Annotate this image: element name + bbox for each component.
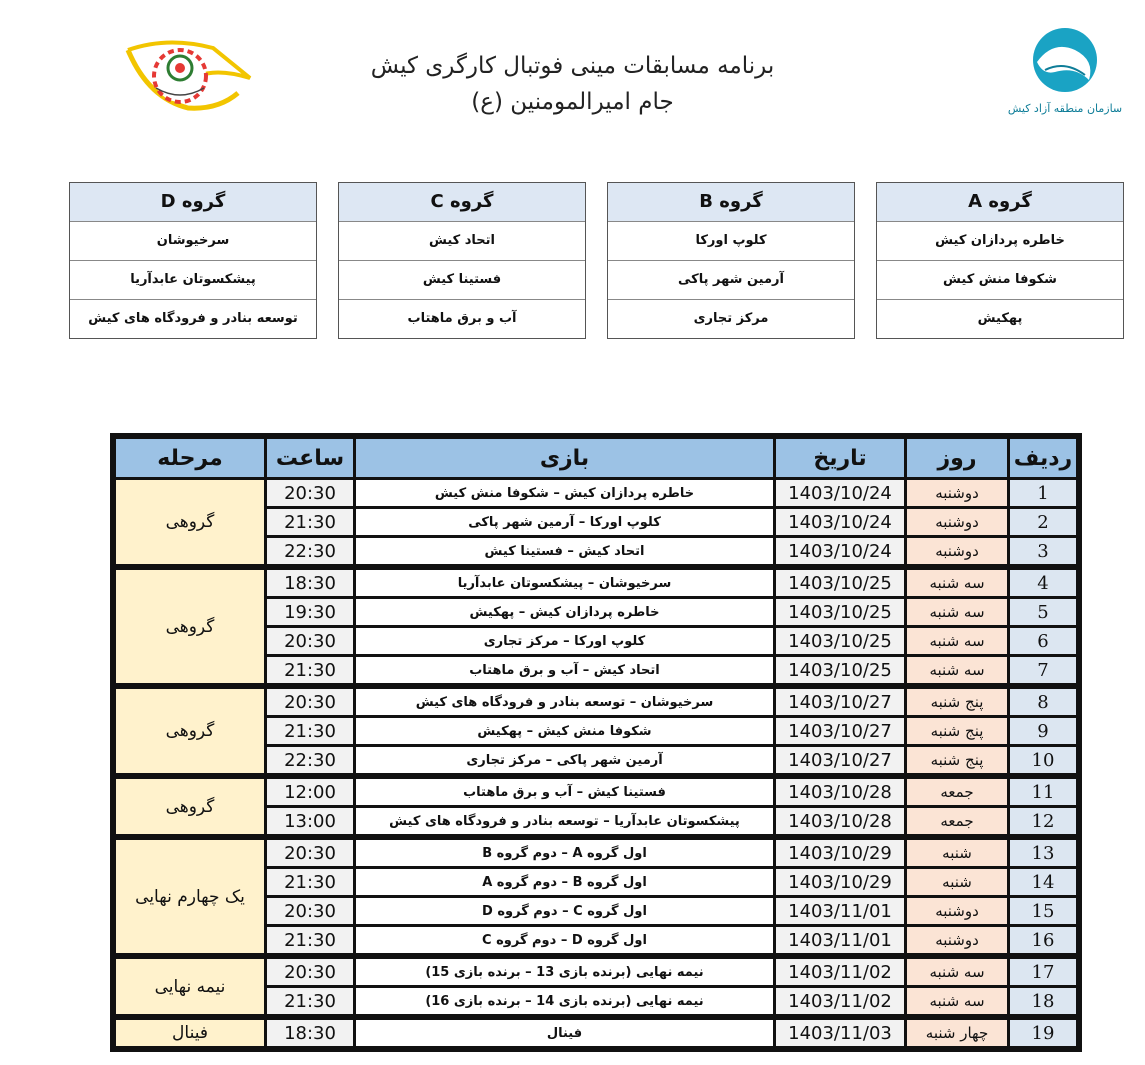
header-num: ردیف	[1010, 439, 1076, 477]
group-d-team-3: توسعه بنادر و فرودگاه های کیش	[88, 311, 298, 326]
schedule-table	[110, 433, 1082, 1052]
table-row	[116, 689, 1076, 715]
row-date: 1403/10/24	[776, 480, 904, 506]
group-d-team-2: پیشکسوتان عابدآریا	[70, 261, 316, 300]
stage-cell: گروهی	[116, 689, 264, 773]
row-date: 1403/11/02	[776, 988, 904, 1014]
row-day: پنج شنبه	[907, 689, 1007, 715]
row-time: 21:30	[267, 869, 353, 895]
row-time: 21:30	[267, 927, 353, 953]
row-num: 9	[1010, 718, 1076, 744]
row-time: 21:30	[267, 718, 353, 744]
row-date: 1403/11/02	[776, 959, 904, 985]
row-num: 7	[1010, 657, 1076, 683]
header-time: ساعت	[267, 439, 353, 477]
row-day: پنج شنبه	[907, 747, 1007, 773]
labour-football-logo	[118, 38, 253, 118]
row-num: 6	[1010, 628, 1076, 654]
row-game: اول گروه A – دوم گروه B	[356, 840, 773, 866]
row-day: سه شنبه	[907, 599, 1007, 625]
row-num: 5	[1010, 599, 1076, 625]
row-time: 21:30	[267, 657, 353, 683]
table-row	[116, 570, 1076, 596]
row-day: دوشنبه	[907, 509, 1007, 535]
title-line-1: برنامه مسابقات مینی فوتبال کارگری کیش	[370, 53, 775, 79]
row-num: 10	[1010, 747, 1076, 773]
row-num: 18	[1010, 988, 1076, 1014]
kish-free-zone-logo	[1007, 20, 1123, 120]
stage-cell: فینال	[116, 1020, 264, 1046]
row-num: 12	[1010, 808, 1076, 834]
row-day: سه شنبه	[907, 959, 1007, 985]
row-num: 4	[1010, 570, 1076, 596]
row-time: 22:30	[267, 747, 353, 773]
row-game: نیمه نهایی (برنده بازی 13 – برنده بازی 15)	[356, 959, 773, 985]
row-time: 20:30	[267, 480, 353, 506]
row-game: نیمه نهایی (برنده بازی 14 – برنده بازی 16)	[356, 988, 773, 1014]
group-c-box	[338, 182, 586, 339]
row-date: 1403/10/25	[776, 628, 904, 654]
table-row	[116, 1020, 1076, 1046]
row-date: 1403/10/28	[776, 779, 904, 805]
row-day: جمعه	[907, 808, 1007, 834]
row-game: اول گروه D – دوم گروه C	[356, 927, 773, 953]
row-date: 1403/10/28	[776, 808, 904, 834]
group-d-title: گروه D	[70, 183, 316, 222]
row-game: سرخیوشان – پیشکسوتان عابدآریا	[356, 570, 773, 596]
title-line-2: جام امیرالمومنین (ع)	[471, 89, 674, 115]
row-game: آرمین شهر پاکی – مرکز تجاری	[356, 747, 773, 773]
row-num: 3	[1010, 538, 1076, 564]
group-b-team-1: کلوپ اورکا	[608, 222, 854, 261]
row-day: سه شنبه	[907, 988, 1007, 1014]
row-time: 20:30	[267, 840, 353, 866]
row-day: سه شنبه	[907, 628, 1007, 654]
row-date: 1403/11/01	[776, 898, 904, 924]
row-day: دوشنبه	[907, 927, 1007, 953]
group-d-box	[69, 182, 317, 339]
row-time: 13:00	[267, 808, 353, 834]
table-row	[116, 959, 1076, 985]
row-num: 17	[1010, 959, 1076, 985]
row-game: اول گروه C – دوم گروه D	[356, 898, 773, 924]
row-num: 19	[1010, 1020, 1076, 1046]
row-game: کلوپ اورکا – مرکز تجاری	[356, 628, 773, 654]
group-a-team-1: خاطره پردازان کیش	[877, 222, 1123, 261]
row-time: 21:30	[267, 509, 353, 535]
row-num: 15	[1010, 898, 1076, 924]
table-row	[116, 480, 1076, 506]
group-a-box	[876, 182, 1124, 339]
row-time: 20:30	[267, 628, 353, 654]
row-day: دوشنبه	[907, 538, 1007, 564]
row-date: 1403/10/24	[776, 509, 904, 535]
row-time: 18:30	[267, 1020, 353, 1046]
row-time: 18:30	[267, 570, 353, 596]
row-date: 1403/10/25	[776, 657, 904, 683]
row-day: چهار شنبه	[907, 1020, 1007, 1046]
row-num: 13	[1010, 840, 1076, 866]
stage-cell: گروهی	[116, 480, 264, 564]
stage-cell: گروهی	[116, 570, 264, 683]
group-b-title: گروه B	[608, 183, 854, 222]
header-stage: مرحله	[116, 439, 264, 477]
row-time: 20:30	[267, 959, 353, 985]
group-b-team-3: مرکز تجاری	[693, 311, 769, 326]
row-num: 16	[1010, 927, 1076, 953]
header-game: بازی	[356, 439, 773, 477]
group-c-team-2: فستینا کیش	[339, 261, 585, 300]
group-b-box	[607, 182, 855, 339]
row-day: شنبه	[907, 869, 1007, 895]
row-num: 14	[1010, 869, 1076, 895]
row-game: اتحاد کیش – فستینا کیش	[356, 538, 773, 564]
row-game: اتحاد کیش – آب و برق ماهتاب	[356, 657, 773, 683]
header-date: تاریخ	[776, 439, 904, 477]
row-game: سرخیوشان – توسعه بنادر و فرودگاه های کیش	[356, 689, 773, 715]
row-time: 20:30	[267, 898, 353, 924]
row-day: شنبه	[907, 840, 1007, 866]
row-num: 1	[1010, 480, 1076, 506]
group-b-team-2: آرمین شهر پاکی	[608, 261, 854, 300]
row-num: 2	[1010, 509, 1076, 535]
group-c-team-1: اتحاد کیش	[339, 222, 585, 261]
row-num: 8	[1010, 689, 1076, 715]
row-time: 22:30	[267, 538, 353, 564]
row-time: 20:30	[267, 689, 353, 715]
row-game: پیشکسوتان عابدآریا – توسعه بنادر و فرودگاه های کیش	[356, 808, 773, 834]
row-day: سه شنبه	[907, 657, 1007, 683]
stage-cell: گروهی	[116, 779, 264, 834]
row-game: فستینا کیش – آب و برق ماهتاب	[356, 779, 773, 805]
row-game: فینال	[356, 1020, 773, 1046]
row-date: 1403/11/01	[776, 927, 904, 953]
row-day: دوشنبه	[907, 898, 1007, 924]
row-day: دوشنبه	[907, 480, 1007, 506]
row-game: خاطره پردازان کیش – شکوفا منش کیش	[356, 480, 773, 506]
header-day: روز	[907, 439, 1007, 477]
row-time: 12:00	[267, 779, 353, 805]
row-date: 1403/10/25	[776, 570, 904, 596]
logo-caption: سازمان منطقه آزاد کیش	[1007, 102, 1123, 115]
group-c-title: گروه C	[339, 183, 585, 222]
row-day: جمعه	[907, 779, 1007, 805]
group-d-team-1: سرخیوشان	[70, 222, 316, 261]
row-game: اول گروه B – دوم گروه A	[356, 869, 773, 895]
row-date: 1403/10/27	[776, 718, 904, 744]
table-row	[116, 779, 1076, 805]
group-a-team-3: پهکیش	[977, 311, 1023, 326]
row-date: 1403/10/27	[776, 689, 904, 715]
page-title	[300, 48, 845, 120]
row-game: شکوفا منش کیش – پهکیش	[356, 718, 773, 744]
row-date: 1403/10/29	[776, 869, 904, 895]
row-time: 19:30	[267, 599, 353, 625]
group-c-team-3: آب و برق ماهتاب	[407, 311, 517, 326]
row-date: 1403/11/03	[776, 1020, 904, 1046]
stage-cell: نیمه نهایی	[116, 959, 264, 1014]
row-date: 1403/10/29	[776, 840, 904, 866]
row-game: خاطره پردازان کیش – پهکیش	[356, 599, 773, 625]
row-game: کلوپ اورکا – آرمین شهر پاکی	[356, 509, 773, 535]
row-date: 1403/10/25	[776, 599, 904, 625]
row-date: 1403/10/24	[776, 538, 904, 564]
row-num: 11	[1010, 779, 1076, 805]
row-date: 1403/10/27	[776, 747, 904, 773]
group-a-team-2: شکوفا منش کیش	[877, 261, 1123, 300]
row-time: 21:30	[267, 988, 353, 1014]
table-row	[116, 840, 1076, 866]
row-day: پنج شنبه	[907, 718, 1007, 744]
row-day: سه شنبه	[907, 570, 1007, 596]
schedule-header-row	[116, 439, 1076, 477]
group-a-title: گروه A	[877, 183, 1123, 222]
stage-cell: یک چهارم نهایی	[116, 840, 264, 953]
